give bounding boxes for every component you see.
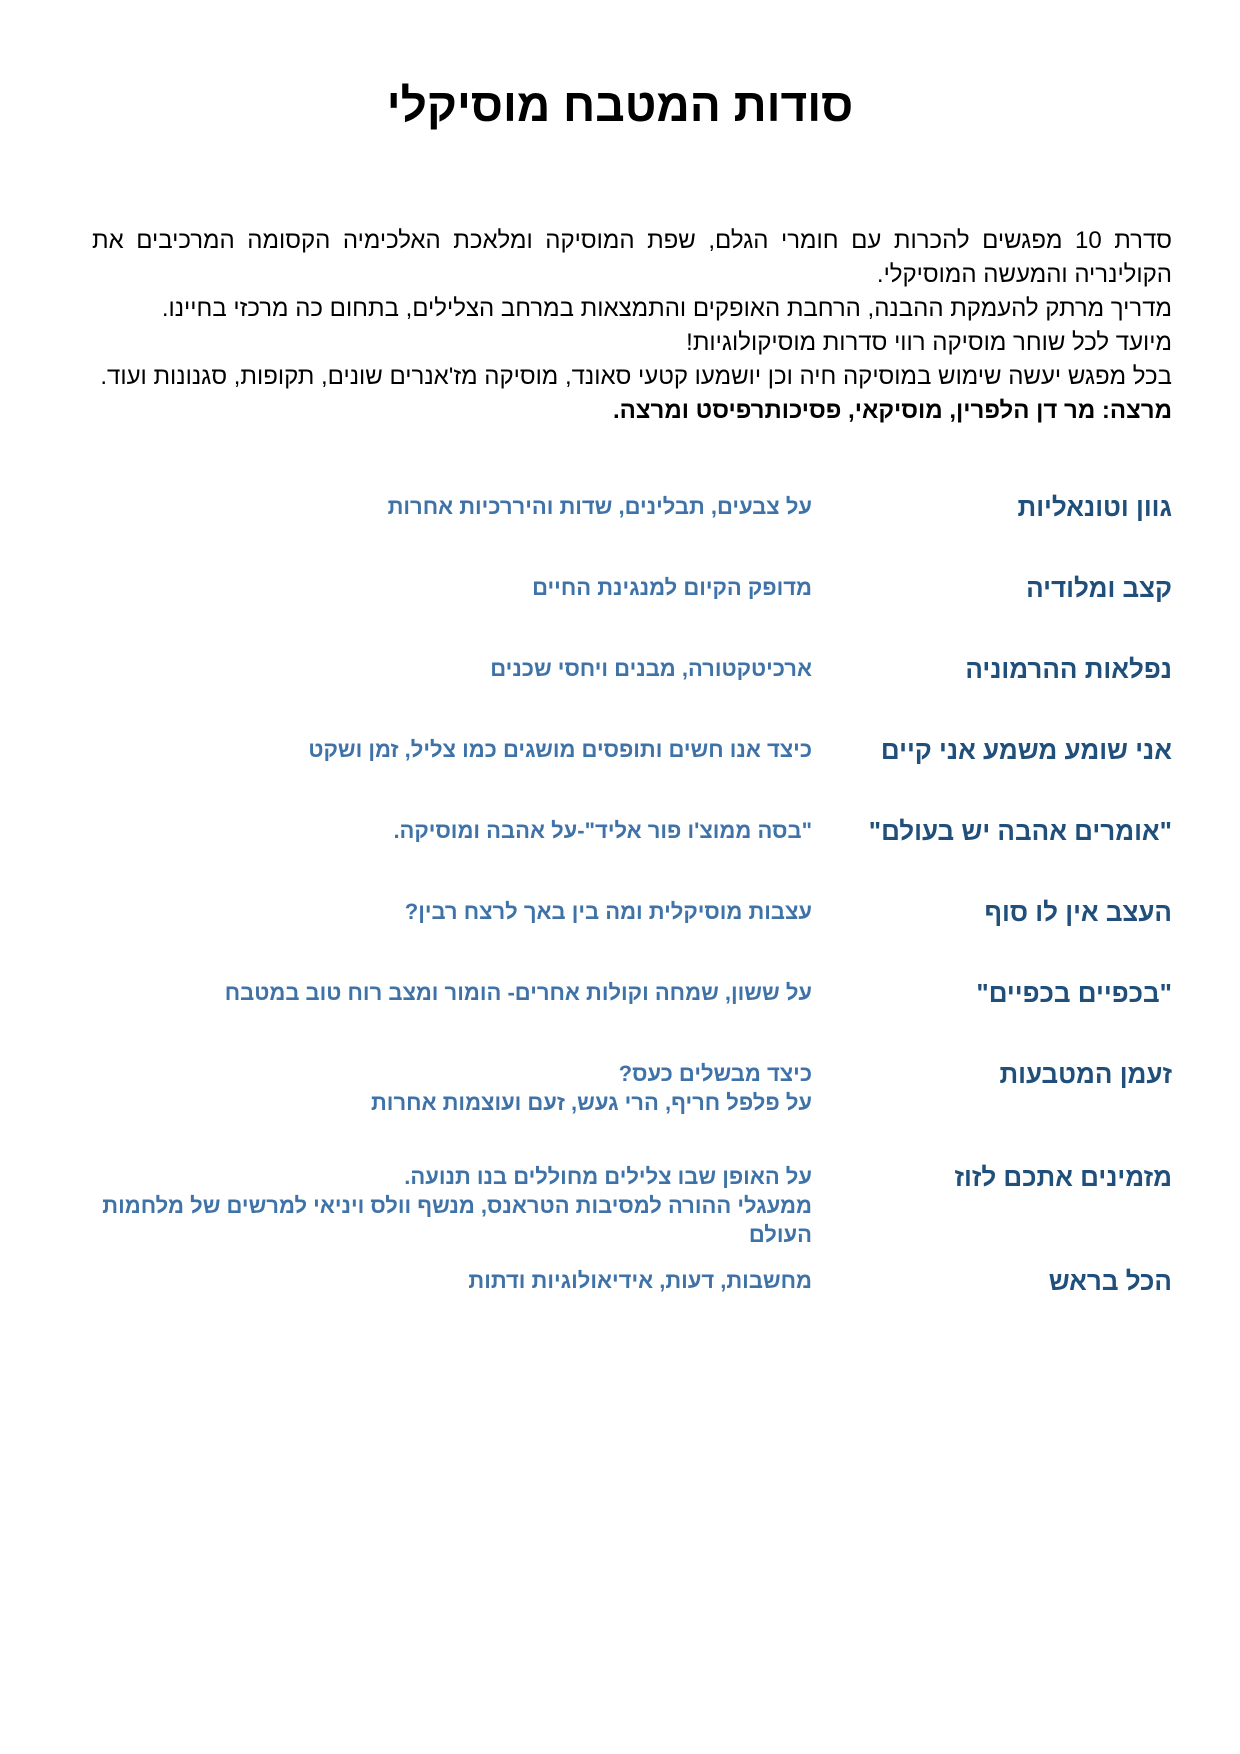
- session-description-line: כיצד אנו חשים ותופסים מושגים כמו צליל, זמן ושקט: [308, 737, 812, 762]
- session-description: [72, 1059, 812, 1117]
- session-title: העצב אין לו סוף: [984, 897, 1172, 927]
- session-description-line: על ששון, שמחה וקולות אחרים- הומור ומצב רוח טוב במטבח: [224, 980, 812, 1005]
- session-description: [72, 978, 812, 1007]
- session-title: אני שומע משמע אני קיים: [880, 735, 1172, 765]
- session-description-line: על פלפל חריף, הרי געש, זעם ועוצמות אחרות: [371, 1090, 812, 1115]
- session-description-line: ממעגלי ההורה למסיבות הטראנס, מנשף וולס ויניאי למרשים של מלחמות העולם: [102, 1193, 812, 1247]
- session-title: נפלאות ההרמוניה: [965, 654, 1172, 684]
- session-description: [72, 816, 812, 845]
- page-title: סודות המטבח מוסיקלי: [386, 79, 854, 131]
- session-description-line: מחשבות, דעות, אידיאולוגיות ודתות: [468, 1268, 812, 1293]
- intro-section: [92, 224, 1172, 428]
- session-description-line: ארכיטקטורה, מבנים ויחסי שכנים: [490, 656, 812, 681]
- session-title: "אומרים אהבה יש בעולם": [868, 816, 1172, 846]
- session-description-line: "בסה ממוצ'ו פור אליד"-על אהבה ומוסיקה.: [393, 818, 812, 843]
- intro-paragraph: סדרת 10 מפגשים להכרות עם חומרי הגלם, שפת המוסיקה ומלאכת האלכימיה הקסומה המרכיבים את הקולינריה והמעשה המוסיקלי.: [92, 227, 1172, 288]
- session-description: [72, 573, 812, 602]
- session-description-line: עצבות מוסיקלית ומה בין באך לרצח רבין?: [404, 899, 812, 924]
- session-description: [72, 1266, 812, 1295]
- session-description-line: כיצד מבשלים כעס?: [618, 1061, 812, 1086]
- session-title: הכל בראש: [1048, 1266, 1172, 1296]
- session-title: זעמן המטבעות: [999, 1059, 1172, 1089]
- intro-paragraph: בכל מפגש יעשה שימוש במוסיקה חיה וכן יושמעו קטעי סאונד, מוסיקה מז'אנרים שונים, תקופות, סגנונות ועוד.: [100, 363, 1172, 390]
- session-description: [72, 492, 812, 521]
- intro-paragraph: מדריך מרתק להעמקת ההבנה, הרחבת האופקים והתמצאות במרחב הצלילים, בתחום כה מרכזי בחיינו.: [161, 295, 1172, 322]
- session-description-line: מדופק הקיום למנגינת החיים: [532, 575, 812, 600]
- session-description-line: על צבעים, תבלינים, שדות והיררכיות אחרות: [387, 494, 812, 519]
- session-title: קצב ומלודיה: [1026, 573, 1172, 603]
- session-title: "בכפיים בכפיים": [976, 978, 1172, 1008]
- lecturer-line: מרצה: מר דן הלפרין, מוסיקאי, פסיכותרפיסט ומרצה.: [613, 397, 1172, 424]
- session-description: [72, 897, 812, 926]
- session-description: [72, 654, 812, 683]
- session-description: [72, 1162, 812, 1249]
- session-description: [72, 735, 812, 764]
- session-title: מזמינים אתכם לזוז: [954, 1162, 1172, 1192]
- session-title: גוון וטונאליות: [1017, 492, 1172, 522]
- session-description-line: על האופן שבו צלילים מחוללים בנו תנועה.: [404, 1164, 812, 1189]
- intro-paragraph: מיועד לכל שוחר מוסיקה רווי סדרות מוסיקולוגיות!: [686, 329, 1172, 356]
